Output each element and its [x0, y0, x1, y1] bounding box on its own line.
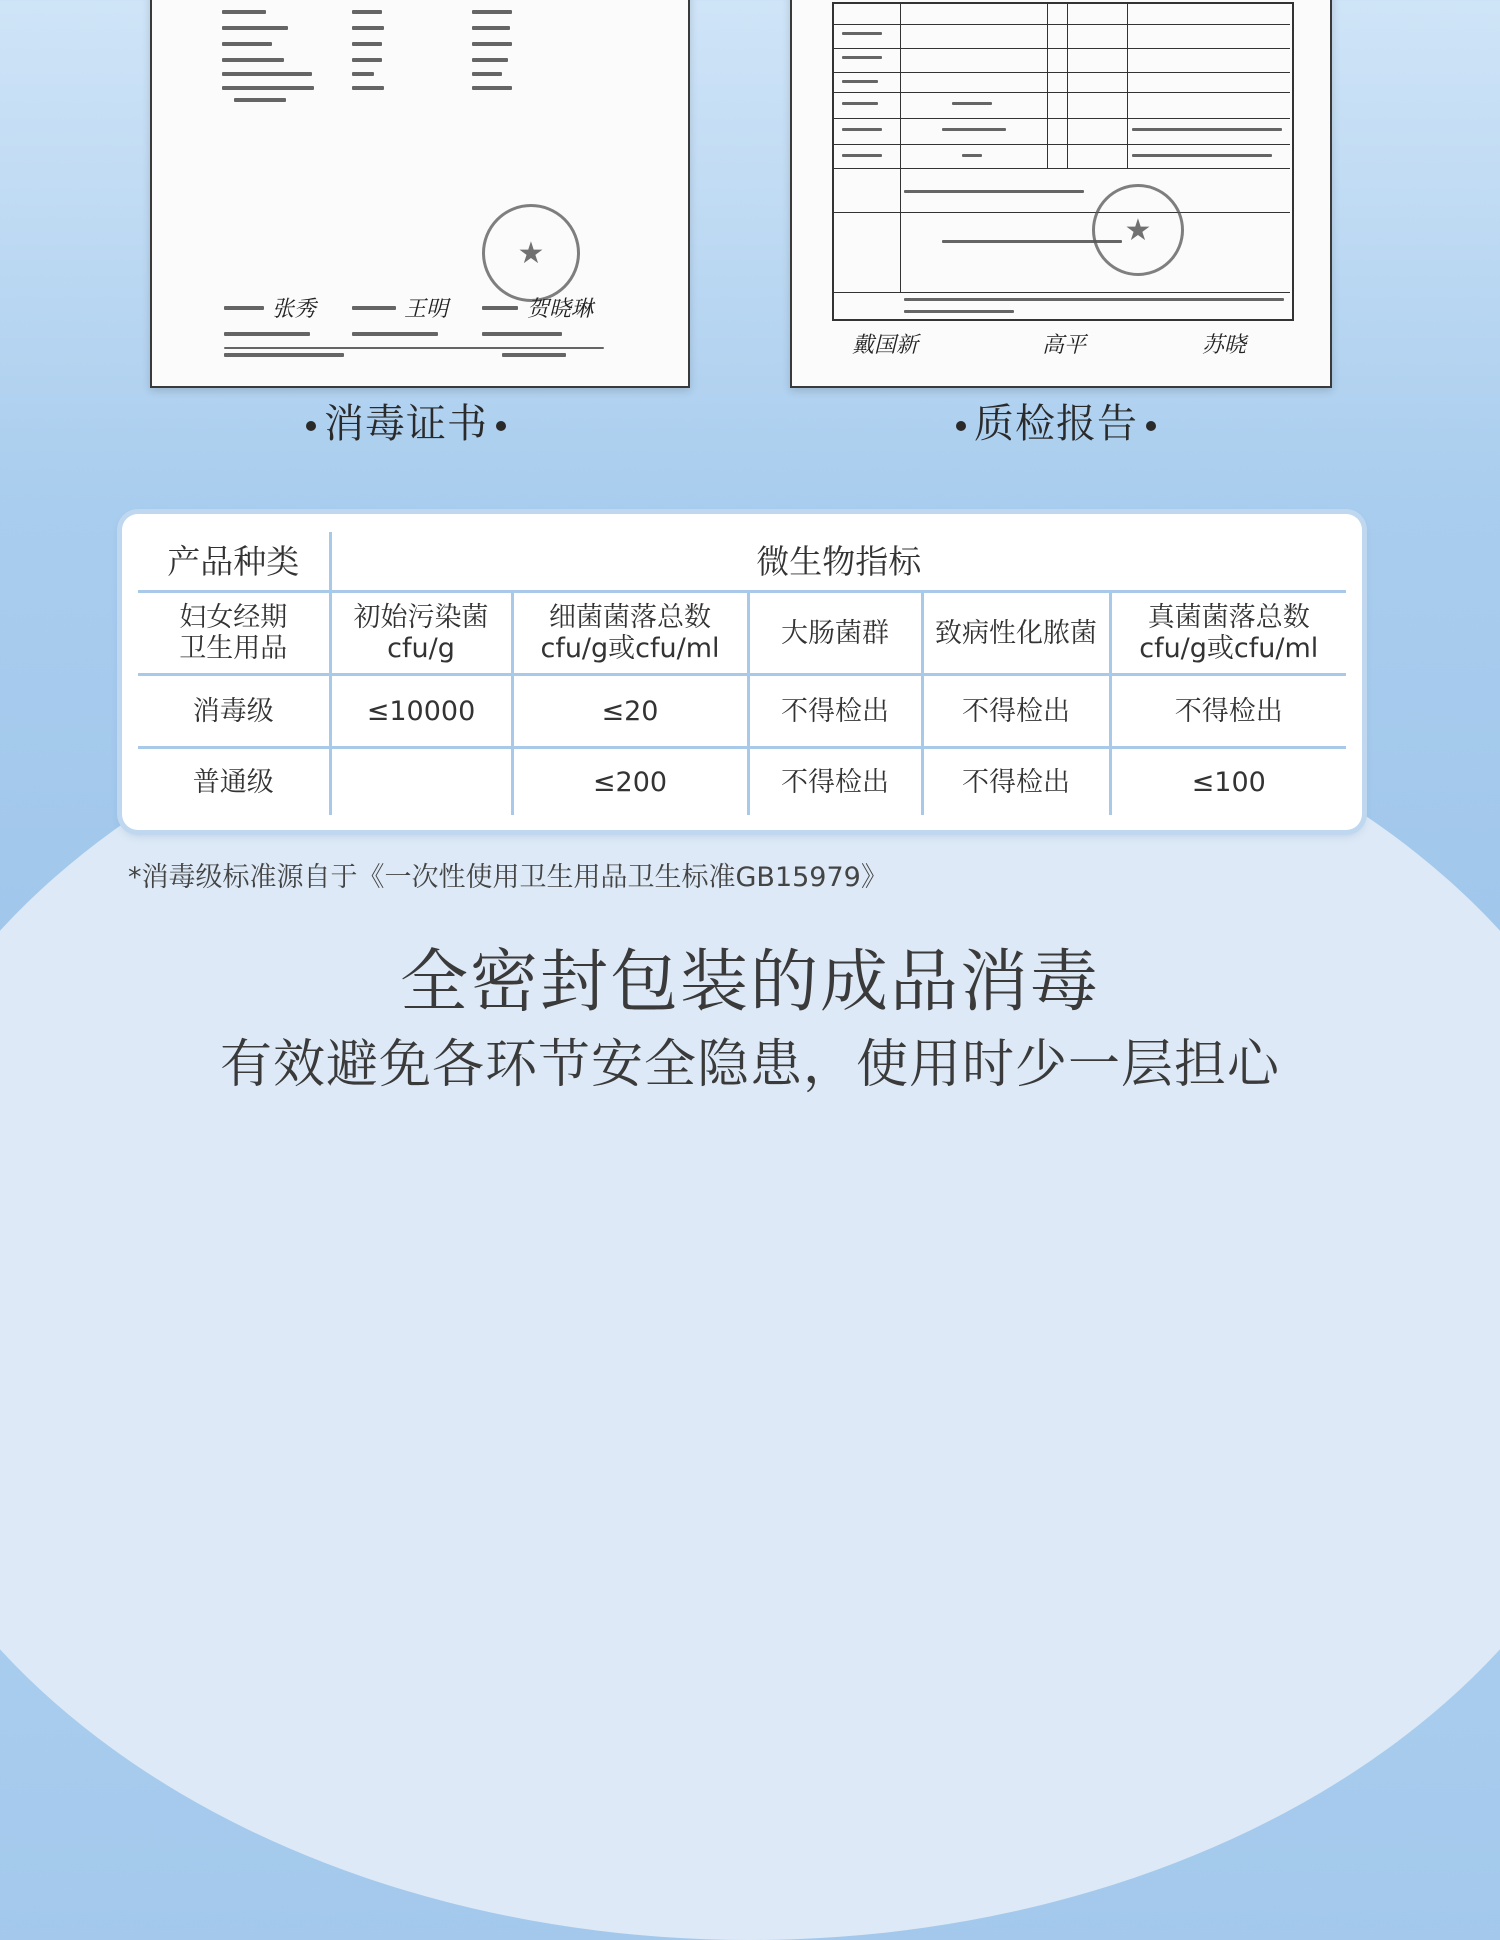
table-cell: 不得检出	[748, 675, 922, 748]
table-cell	[330, 748, 512, 816]
table-cell: 不得检出	[1110, 675, 1346, 748]
column-label: 初始污染菌 cfu/g	[330, 592, 512, 675]
column-label: 致病性化脓菌	[922, 592, 1110, 675]
table-cell: ≤20	[512, 675, 748, 748]
bullet-dot-icon	[496, 421, 506, 431]
caption-left-text: 消毒证书	[324, 401, 488, 447]
bullet-dot-icon	[306, 421, 316, 431]
standard-footnote: *消毒级标准源自于《一次性使用卫生用品卫生标准GB15979》	[128, 862, 888, 893]
column-label: 大肠菌群	[748, 592, 922, 675]
inspection-seal-icon: ★	[1092, 184, 1184, 276]
table-cell: 不得检出	[922, 748, 1110, 816]
table-row	[138, 675, 1346, 748]
quality-report-image: ★ 戴国新 高平 苏晓	[790, 0, 1332, 388]
table-cell: 消毒级	[138, 675, 330, 748]
table-header-row	[138, 532, 1346, 592]
table-cell: ≤200	[512, 748, 748, 816]
table-cell: 不得检出	[922, 675, 1110, 748]
microbial-standard-table-card	[122, 514, 1362, 830]
table-cell: 普通级	[138, 748, 330, 816]
header-product-type: 产品种类	[138, 532, 330, 592]
official-seal-icon: ★	[482, 204, 580, 302]
disinfection-certificate-image: ★ 张秀 王明 贺晓琳	[150, 0, 690, 388]
column-label: 真菌菌落总数 cfu/g或cfu/ml	[1110, 592, 1346, 675]
table-cell: 不得检出	[748, 748, 922, 816]
bullet-dot-icon	[1146, 421, 1156, 431]
table-column-row	[138, 592, 1346, 675]
caption-right-text: 质检报告	[974, 401, 1138, 447]
table-cell: ≤10000	[330, 675, 512, 748]
header-microbial-indicators: 微生物指标	[330, 532, 1346, 592]
table-row	[138, 748, 1346, 816]
microbial-standard-table	[138, 532, 1346, 815]
caption-quality-report	[948, 392, 1164, 449]
column-label: 妇女经期 卫生用品	[138, 592, 330, 675]
table-cell: ≤100	[1110, 748, 1346, 816]
background-circle	[0, 640, 1500, 1940]
column-label: 细菌菌落总数 cfu/g或cfu/ml	[512, 592, 748, 675]
caption-disinfection-certificate	[298, 392, 514, 449]
subheadline: 有效避免各环节安全隐患，使用时少一层担心	[219, 1035, 1280, 1095]
headline: 全密封包装的成品消毒	[399, 943, 1100, 1022]
bullet-dot-icon	[956, 421, 966, 431]
